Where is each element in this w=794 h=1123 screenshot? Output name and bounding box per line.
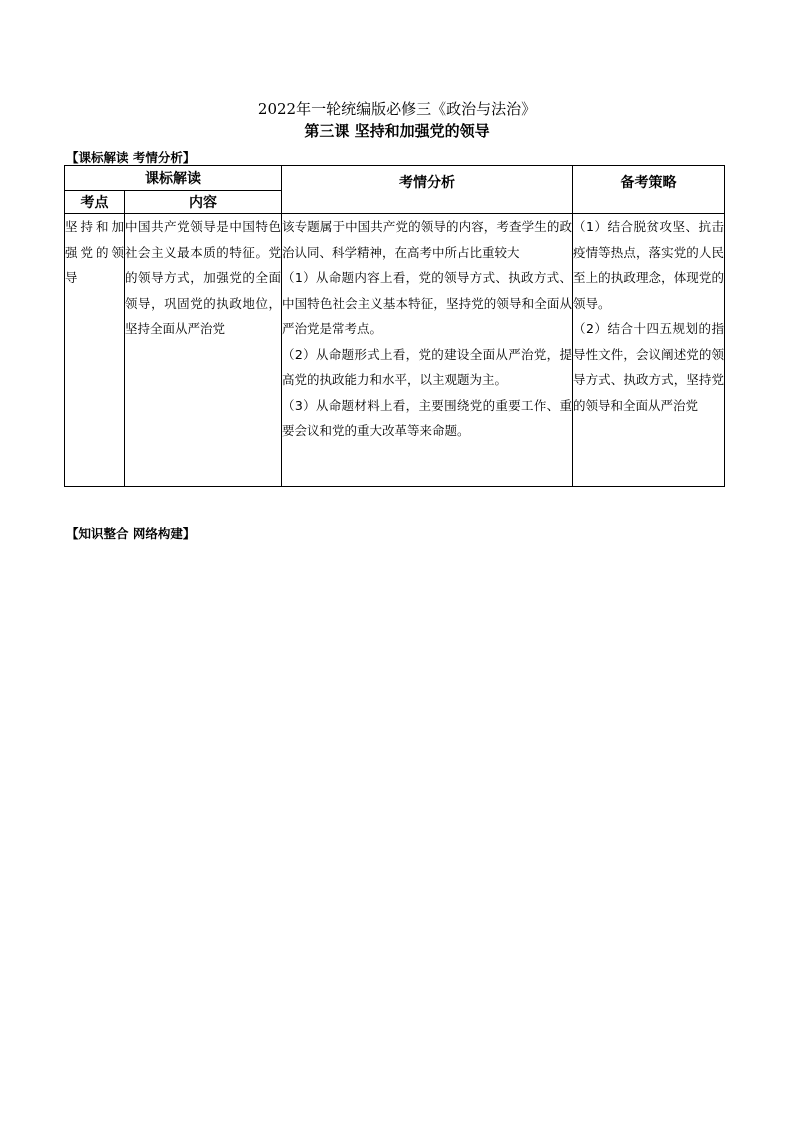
header-exam-point: 考点 (65, 191, 125, 214)
analysis-table (64, 165, 725, 487)
header-strategy: 备考策略 (573, 166, 725, 214)
header-content: 内容 (125, 191, 282, 214)
cell-exam-point: 坚持和加强党的领导 (65, 214, 125, 487)
analysis-paragraph: 该专题属于中国共产党的领导的内容，考查学生的政治认同、科学精神，在高考中所占比重较大 (282, 219, 572, 260)
cell-strategy (573, 214, 725, 487)
lesson-title: 第三课 坚持和加强党的领导 (304, 122, 490, 140)
table-row (65, 214, 725, 487)
strategy-paragraph: （2）结合十四五规划的指导性文件，会议阐述党的领导方式、执政方式，坚持党的领导和全面从严治党 (573, 321, 724, 413)
header-curriculum: 课标解读 (65, 166, 282, 191)
strategy-paragraph: （1）结合脱贫攻坚、抗击疫情等热点，落实党的人民至上的执政理念，体现党的领导。 (573, 219, 724, 311)
header-analysis: 考情分析 (282, 166, 573, 214)
document-title: 2022年一轮统编版必修三《政治与法治》 (257, 100, 537, 118)
analysis-paragraph: （1）从命题内容上看，党的领导方式、执政方式、中国特色社会主义基本特征，坚持党的领导和全面从严治党是常考点。 (282, 270, 572, 336)
analysis-paragraph: （2）从命题形式上看，党的建设全面从严治党，提高党的执政能力和水平，以主观题为主。 (282, 346, 572, 387)
analysis-paragraph: （3）从命题材料上看，主要围绕党的重要工作、重要会议和党的重大改革等来命题。 (282, 397, 572, 438)
section-heading-knowledge: 【知识整合 网络构建】 (66, 526, 196, 541)
cell-analysis (282, 214, 573, 487)
cell-content: 中国共产党领导是中国特色社会主义最本质的特征。党的领导方式，加强党的全面领导，巩固党的执政地位，坚持全面从严治党 (125, 214, 282, 487)
section-heading-analysis: 【课标解读 考情分析】 (66, 150, 196, 165)
